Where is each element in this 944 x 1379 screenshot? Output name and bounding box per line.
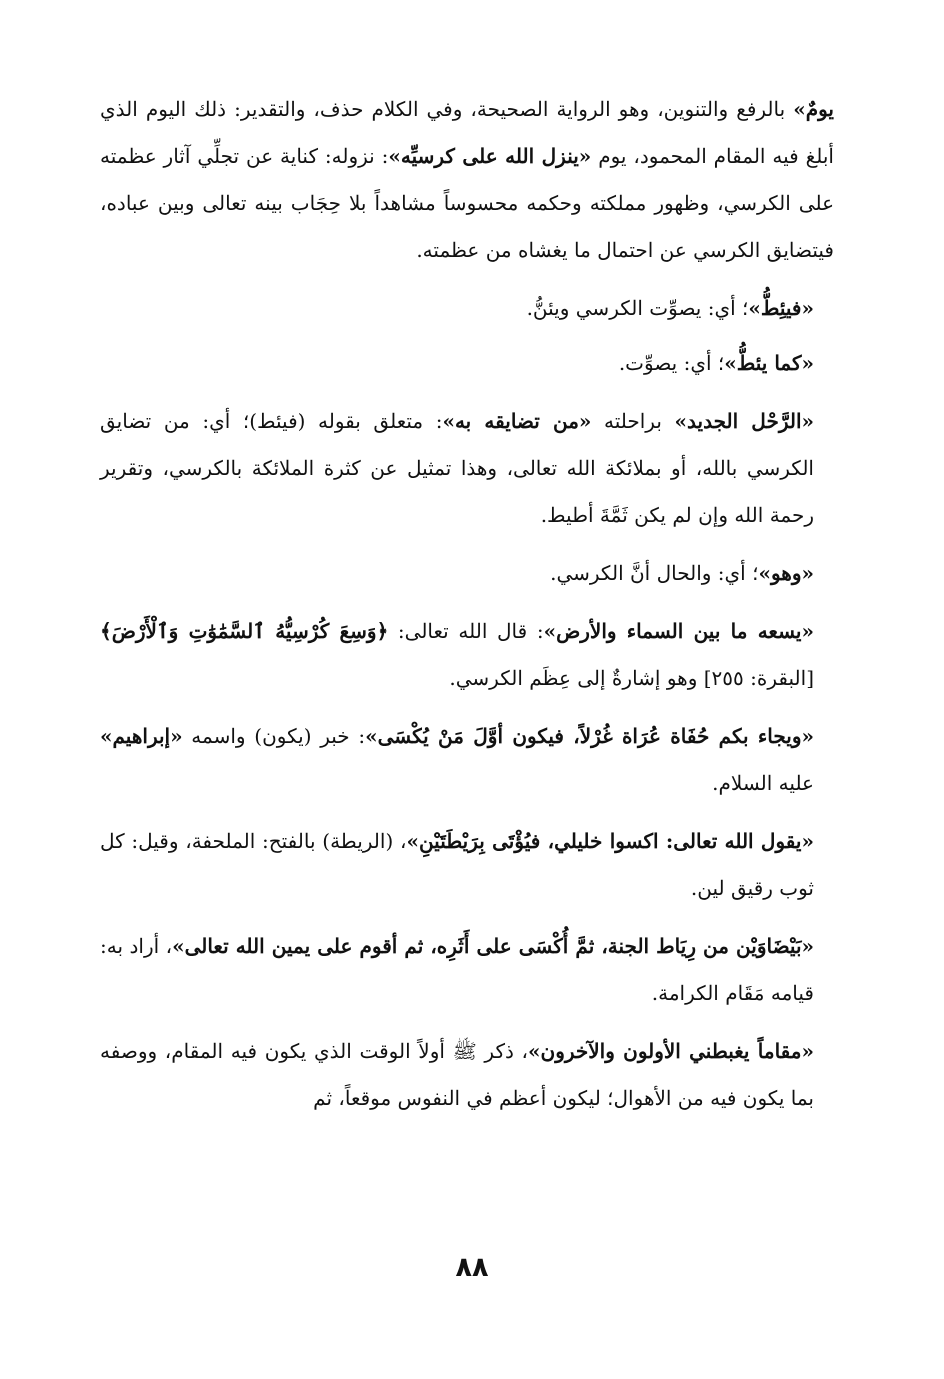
page-text-body: [100, 86, 834, 1122]
paragraph: [100, 818, 834, 912]
paragraph: [100, 923, 834, 1017]
paragraph: [100, 340, 834, 387]
paragraph: [100, 1028, 834, 1122]
text-run: «بَيْضَاوَيْن من رِيَاط الجنة، ثمَّ أُكْسَى على أَثَرِه، ثم أقوم على يمين الله تعالى»: [172, 934, 815, 958]
text-run: «فيئِطُّ»: [748, 296, 814, 320]
text-run: «ينزل الله على كرسيِّه»: [388, 144, 592, 168]
paragraph: [100, 713, 834, 807]
text-run: ، ذكر ﷺ أولاً الوقت الذي يكون فيه المقام، ووصفه بما يكون فيه من الأهوال؛ ليكون أعظم في النفوس موقعاً، ثم: [100, 1039, 814, 1110]
text-run: براحلته: [591, 409, 675, 433]
text-run: : خبر (يكون) واسمه: [182, 724, 366, 748]
text-run: «مقاماً يغبطني الأولون والآخرون»: [528, 1039, 814, 1063]
text-run: «يسعه ما بين السماء والأرض»: [543, 619, 814, 643]
paragraph: [100, 285, 834, 332]
text-run: بالرفع والتنوين، وهو الرواية الصحيحة، وفي الكلام حذف، والتقدير: ذلك اليوم الذي أبلغ فيه المقام المحمود، يوم: [100, 97, 834, 168]
text-run: «من تضايقه به»: [442, 409, 592, 433]
text-run: ؛ أي: والحال أنَّ الكرسي.: [550, 561, 759, 585]
paragraph: [100, 550, 834, 597]
text-run: : متعلق بقوله (فيئط)؛ أي: من تضايق الكرسي بالله، أو بملائكة الله تعالى، وهذا تمثيل عن كثرة الملائكة بالكرسي، وتقرير رحمة الله وإن لم يكن ثَمَّةَ أطيط.: [100, 409, 814, 527]
text-run: «وهو»: [758, 561, 814, 585]
paragraph: [100, 398, 834, 539]
text-run: ؛ أي: يصوِّت الكرسي ويئنُّ.: [526, 296, 749, 320]
text-run: «إبراهيم»: [100, 724, 183, 748]
page-number: ٨٨: [455, 1252, 489, 1283]
text-run: عليه السلام.: [712, 771, 814, 795]
paragraph: [100, 608, 834, 702]
text-run: «يقول الله تعالى: اكسوا خليلي، فيُؤْتَى بِرَيْطَتَيْنِ»: [406, 829, 814, 853]
quran-verse: ﴿وَسِعَ كُرْسِيُّهُ ٱلسَّمَٰوَٰتِ وَٱلْأَرْضَ﴾: [100, 619, 389, 643]
text-run: ؛ أي: يصوِّت.: [618, 351, 725, 375]
text-run: : نزوله: كناية عن تجلِّي آثار عظمته على الكرسي، وظهور مملكته وحكمه محسوساً مشاهداً بلا حِجَاب بينه تعالى وبين عباده، فيتضايق الكرسي عن احتمال ما يغشاه من عظمته.: [100, 144, 834, 262]
text-run: ، أراد به: قيامه مَقَام الكرامة.: [100, 934, 814, 1005]
text-run: «كما يئطُّ»: [724, 351, 814, 375]
text-run: : قال الله تعالى:: [388, 619, 544, 643]
text-run: يومٌ»: [793, 97, 834, 121]
text-run: [البقرة: ٢٥٥] وهو إشارةٌ إلى عِظَم الكرسي.: [449, 666, 814, 690]
text-run: ، (الريطة) بالفتح: الملحفة، وقيل: كل ثوب رقيق لين.: [100, 829, 814, 900]
text-run: «ويجاء بكم حُفَاة عُرَاة غُرْلاً، فيكون أوَّلَ مَنْ يُكْسَى»: [365, 724, 814, 748]
paragraph: [100, 86, 834, 274]
text-run: «الرَّحْل الجديد»: [674, 409, 814, 433]
